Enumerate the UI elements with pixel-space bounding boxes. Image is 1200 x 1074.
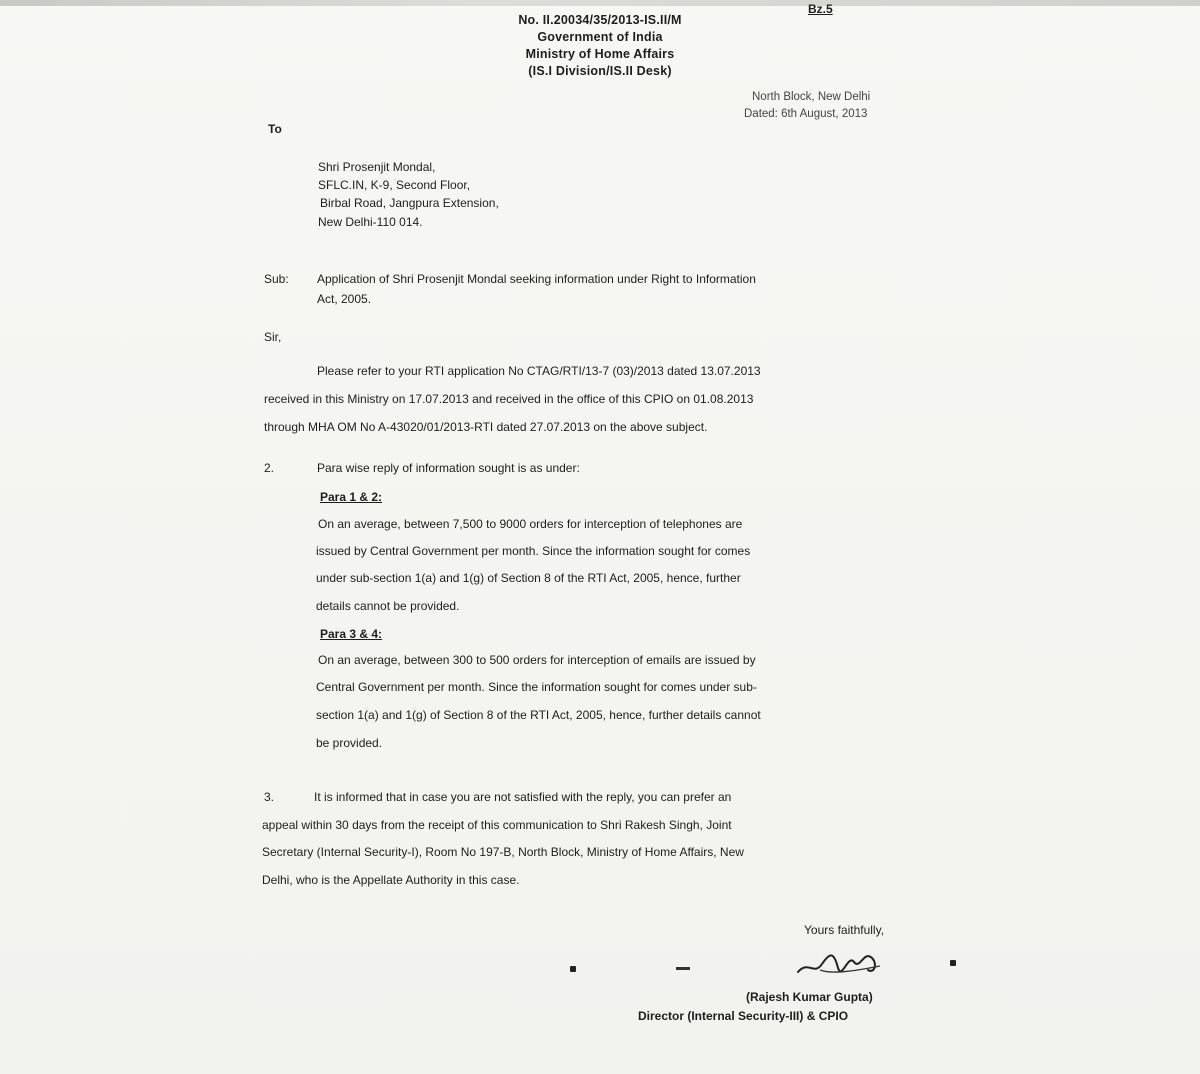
to-label: To <box>268 122 282 136</box>
para2-number: 2. <box>264 461 275 475</box>
subject-label: Sub: <box>264 272 289 286</box>
para1-line-3: through MHA OM No A-43020/01/2013-RTI dated 27.07.2013 on the above subject. <box>264 420 708 434</box>
scan-dot <box>950 960 956 966</box>
date-line: Dated: 6th August, 2013 <box>744 108 868 120</box>
subject-line-2: Act, 2005. <box>317 292 372 306</box>
para3-line-1: It is informed that in case you are not satisfied with the reply, you can prefer an <box>314 790 732 804</box>
para-3-4-line-1: On an average, between 300 to 500 orders for interception of emails are issued by <box>318 653 756 667</box>
signatory-name: (Rajesh Kumar Gupta) <box>746 990 873 1004</box>
para-1-2-heading: Para 1 & 2: <box>320 490 383 504</box>
para-3-4-heading: Para 3 & 4: <box>320 627 383 641</box>
para-1-2-line-4: details cannot be provided. <box>316 599 460 613</box>
signatory-designation: Director (Internal Security-III) & CPIO <box>638 1009 849 1023</box>
para1-line-2: received in this Ministry on 17.07.2013 and received in the office of this CPIO on 01.08.2013 <box>264 392 754 406</box>
para-3-4-line-3: section 1(a) and 1(g) of Section 8 of the RTI Act, 2005, hence, further details cannot <box>316 708 761 722</box>
para2-intro: Para wise reply of information sought is as under: <box>317 461 580 475</box>
govt-line: Government of India <box>537 30 663 44</box>
para3-line-2: appeal within 30 days from the receipt of this communication to Shri Rakesh Singh, Joint <box>262 818 732 832</box>
scan-top-edge <box>0 0 1200 6</box>
place-line: North Block, New Delhi <box>752 91 871 103</box>
page-marker: Bz.5 <box>808 2 833 16</box>
division-line: (IS.I Division/IS.II Desk) <box>528 64 672 78</box>
para-1-2-line-3: under sub-section 1(a) and 1(g) of Section 8 of the RTI Act, 2005, hence, further <box>316 571 741 585</box>
para-3-4-line-2: Central Government per month. Since the information sought for comes under sub- <box>316 680 757 694</box>
file-number: No. II.20034/35/2013-IS.II/M <box>518 13 682 27</box>
para-3-4-line-4: be provided. <box>316 736 383 750</box>
address-line-3: Birbal Road, Jangpura Extension, <box>320 196 499 210</box>
para3-line-3: Secretary (Internal Security-I), Room No 197-B, North Block, Ministry of Home Affairs, New <box>262 845 744 859</box>
ministry-line: Ministry of Home Affairs <box>525 47 675 61</box>
para-1-2-line-1: On an average, between 7,500 to 9000 orders for interception of telephones are <box>318 517 743 531</box>
address-line-2: SFLC.IN, K-9, Second Floor, <box>318 178 471 192</box>
salutation: Sir, <box>264 330 282 344</box>
yours-faithfully: Yours faithfully, <box>804 923 885 937</box>
scan-dash <box>676 967 690 970</box>
para3-number: 3. <box>264 790 275 804</box>
para1-line-1: Please refer to your RTI application No CTAG/RTI/13-7 (03)/2013 dated 13.07.2013 <box>317 364 761 378</box>
address-line-1: Shri Prosenjit Mondal, <box>318 160 436 174</box>
para3-line-4: Delhi, who is the Appellate Authority in this case. <box>262 873 520 887</box>
scan-dot <box>570 966 576 972</box>
subject-line-1: Application of Shri Prosenjit Mondal seeking information under Right to Information <box>317 272 756 286</box>
address-line-4: New Delhi-110 014. <box>318 215 423 229</box>
signature-image <box>790 940 890 988</box>
para-1-2-line-2: issued by Central Government per month. Since the information sought for comes <box>316 544 751 558</box>
